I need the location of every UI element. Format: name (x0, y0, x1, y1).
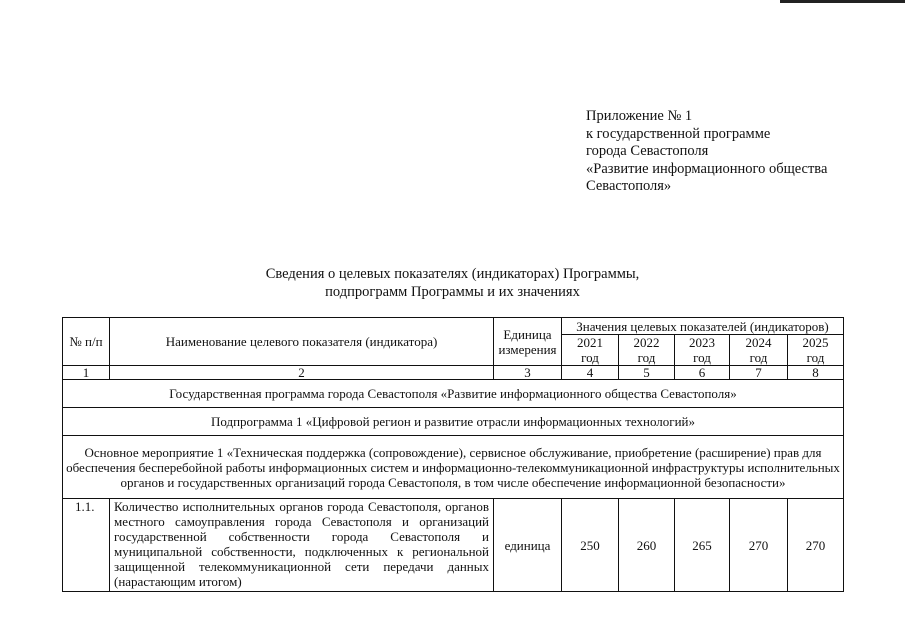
title-line-2: подпрограмм Программы и их значениях (325, 283, 580, 300)
appendix-note (586, 108, 827, 196)
header-row-1 (63, 318, 844, 335)
header-year: 2025 год (788, 335, 844, 366)
header-year: 2022 год (619, 335, 675, 366)
appendix-line: к государственной программе (586, 125, 771, 142)
measure-row (63, 436, 844, 499)
column-number: 4 (562, 366, 619, 380)
program-title: Государственная программа города Севастополя «Развитие информационного общества Севастополя» (63, 380, 844, 408)
header-year: 2023 год (675, 335, 730, 366)
appendix-line: города Севастополя (586, 143, 709, 159)
column-number: 6 (675, 366, 730, 380)
row-name: Количество исполнительных органов города Севастополя, органов местного самоуправления города Севастополя и организаций государственной собственности города Севастополя и муниципальной собственности, подключенных к региональной защищенной телекоммуникационной сети передачи данных (нарастающим итогом) (110, 499, 494, 592)
row-unit: единица (494, 499, 562, 592)
table-row (63, 499, 844, 592)
appendix-line: Севастополя» (586, 178, 672, 194)
document-title (0, 266, 905, 301)
row-value-2025: 270 (788, 499, 844, 592)
column-number: 8 (788, 366, 844, 380)
header-values: Значения целевых показателей (индикаторов) (562, 318, 844, 335)
column-number: 3 (494, 366, 562, 380)
column-numbers-row (63, 366, 844, 380)
row-value-2024: 270 (730, 499, 788, 592)
program-row (63, 380, 844, 408)
scan-edge-line (780, 0, 905, 3)
header-num: № п/п (63, 318, 110, 366)
indicators-table (62, 317, 844, 592)
row-value-2023: 265 (675, 499, 730, 592)
appendix-line: «Развитие информационного общества (586, 160, 828, 177)
header-year: 2024 год (730, 335, 788, 366)
title-line-1: Сведения о целевых показателях (индикаторах) Программы, (265, 266, 640, 282)
header-unit: Единица измерения (494, 318, 562, 366)
header-year: 2021 год (562, 335, 619, 366)
column-number: 5 (619, 366, 675, 380)
row-value-2021: 250 (562, 499, 619, 592)
appendix-line: Приложение № 1 (586, 108, 693, 124)
column-number: 7 (730, 366, 788, 380)
row-value-2022: 260 (619, 499, 675, 592)
column-number: 2 (110, 366, 494, 380)
column-number: 1 (63, 366, 110, 380)
subprogram-row (63, 408, 844, 436)
header-name: Наименование целевого показателя (индикатора) (110, 318, 494, 366)
subprogram-title: Подпрограмма 1 «Цифровой регион и развитие отрасли информационных технологий» (63, 408, 844, 436)
row-num: 1.1. (63, 499, 110, 592)
measure-title: Основное мероприятие 1 «Техническая поддержка (сопровождение), сервисное обслуживание, приобретение (расширение) прав для обеспечения бесперебойной работы информационных систем и информационно-телекоммуникационной инфраструктуры исполнительных органов и государственных организаций города Севастополя, в том числе обеспечение информационной безопасности» (63, 436, 844, 499)
